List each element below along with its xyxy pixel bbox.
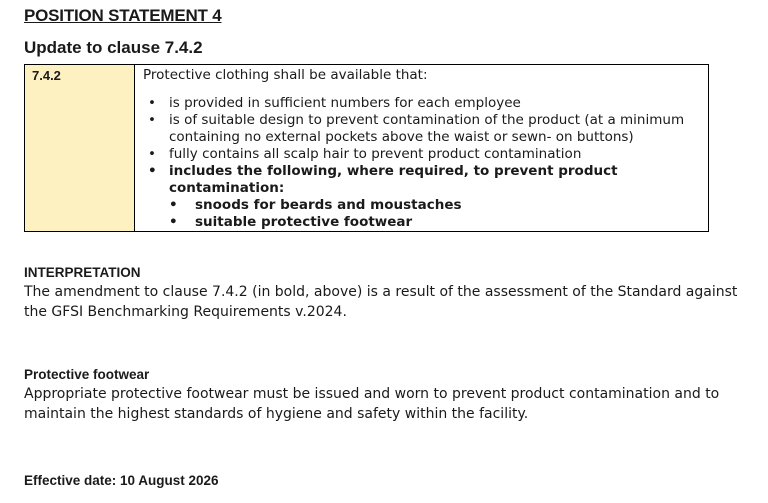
clause-row: [25, 65, 709, 232]
bullet-icon: •: [148, 112, 156, 128]
clause-list: [143, 95, 702, 231]
bullet-icon: •: [169, 214, 178, 230]
clause-number: 7.4.2: [25, 65, 135, 232]
interpretation-text: The amendment to clause 7.4.2 (in bold, above) is a result of the assessment of the Standard against the GFSI Benchmarking Requirements v.2024.: [24, 284, 738, 320]
clause-body: [135, 65, 709, 232]
list-item: • is provided in sufficient numbers for each employee: [148, 95, 521, 111]
list-item: • fully contains all scalp hair to prevent product contamination: [148, 146, 582, 162]
bullet-icon: •: [148, 163, 157, 179]
bullet-icon: •: [148, 146, 156, 162]
bullet-icon: •: [169, 197, 178, 213]
effective-date-section: [24, 472, 744, 490]
protective-footwear-section: [24, 366, 744, 424]
position-statement-title: POSITION STATEMENT 4: [24, 6, 222, 25]
update-clause-title: Update to clause 7.4.2: [24, 38, 203, 57]
sub-list-item: • snoods for beards and moustaches: [169, 197, 462, 213]
list-item: • includes the following, where required, to prevent product contamination: • snoods for beards and moustaches • suitable protective footwear: [143, 163, 702, 231]
clause-intro: Protective clothing shall be available that:: [143, 67, 428, 83]
sub-list: [169, 197, 702, 231]
clause-table: [24, 64, 709, 232]
protective-footwear-text: Appropriate protective footwear must be issued and worn to prevent product contamination and to maintain the highest standards of hygiene and safety within the facility.: [24, 386, 720, 422]
document-page: [24, 4, 744, 488]
interpretation-section: [24, 264, 744, 322]
effective-date: Effective date: 10 August 2026: [24, 473, 219, 488]
interpretation-heading: INTERPRETATION: [24, 265, 141, 280]
list-item: • is of suitable design to prevent contamination of the product (at a minimum containing no external pockets above the waist or sewn- on buttons): [148, 112, 685, 145]
bullet-icon: •: [148, 95, 156, 111]
protective-footwear-heading: Protective footwear: [24, 367, 150, 382]
sub-list-item: • suitable protective footwear: [169, 214, 413, 230]
